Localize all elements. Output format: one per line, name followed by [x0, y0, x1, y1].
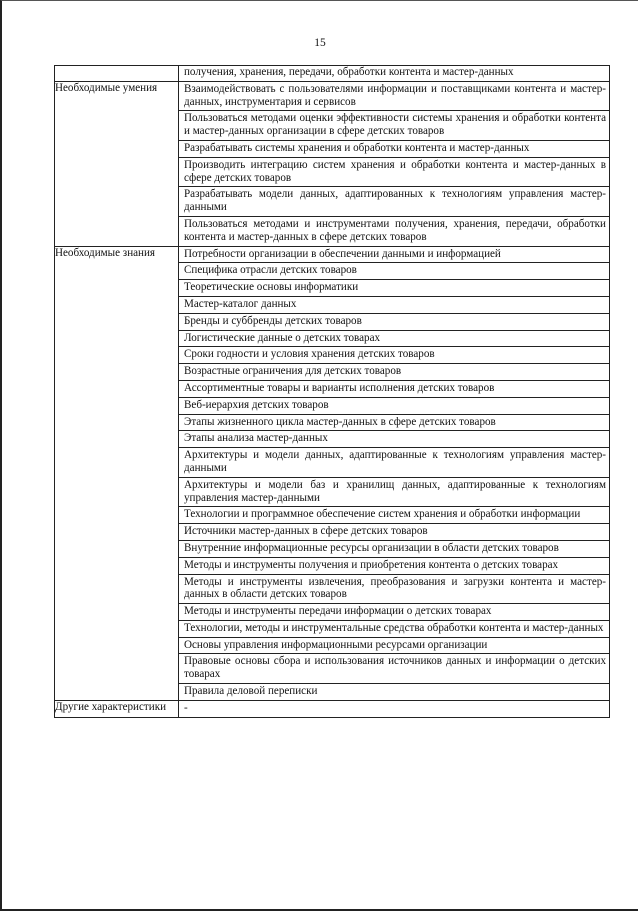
list-item: Методы и инструменты получения и приобретения контента о детских товарах	[179, 558, 609, 575]
row-content	[179, 700, 610, 717]
list-item: Взаимодействовать с пользователями информации и поставщиками контента и мастер-данных, инструментария и сервисов	[179, 82, 609, 112]
list-item: Сроки годности и условия хранения детских товаров	[179, 347, 609, 364]
list-item: Специфика отрасли детских товаров	[179, 263, 609, 280]
list-item: получения, хранения, передачи, обработки контента и мастер-данных	[184, 66, 514, 78]
list-item: Производить интеграцию систем хранения и обработки контента и мастер-данных в сфере детских товаров	[179, 158, 609, 188]
row-label	[55, 66, 179, 82]
row-content	[179, 246, 610, 700]
list-item: Пользоваться методами оценки эффективности системы хранения и обработки контента и мастер-данных организации в сфере детских товаров	[179, 111, 609, 141]
row-content	[179, 81, 610, 246]
list-item: Этапы жизненного цикла мастер-данных в сфере детских товаров	[179, 415, 609, 432]
row-content	[179, 66, 610, 82]
list-item: Основы управления информационными ресурсами организации	[179, 638, 609, 655]
list-item: Технологии и программное обеспечение систем хранения и обработки информации	[179, 507, 609, 524]
list-item: Источники мастер-данных в сфере детских товаров	[179, 524, 609, 541]
list-item: Разрабатывать модели данных, адаптированных к технологиям управления мастер-данными	[179, 187, 609, 217]
list-item: Теоретические основы информатики	[179, 280, 609, 297]
row-label: Необходимые умения	[55, 81, 179, 246]
row-label: Необходимые знания	[55, 246, 179, 700]
requirements-table	[54, 65, 610, 718]
list-item: Правовые основы сбора и использования источников данных и информации о детских товарах	[179, 654, 609, 684]
list-item: Веб-иерархия детских товаров	[179, 398, 609, 415]
page-number: 15	[314, 37, 326, 49]
list-item: Архитектуры и модели данных, адаптированные к технологиям управления мастер-данными	[179, 448, 609, 478]
list-item: Технологии, методы и инструментальные средства обработки контента и мастер-данных	[179, 621, 609, 638]
list-item: Методы и инструменты извлечения, преобразования и загрузки контента и мастер-данных в области детских товаров	[179, 575, 609, 605]
row-label: Другие характеристики	[55, 700, 179, 717]
table-row	[55, 81, 610, 246]
list-item: Методы и инструменты передачи информации о детских товарах	[179, 604, 609, 621]
list-item: Пользоваться методами и инструментами получения, хранения, передачи, обработки контента и мастер-данных в сфере детских товаров	[184, 217, 606, 243]
list-item: Потребности организации в обеспечении данными и информацией	[179, 247, 609, 264]
list-item: Архитектуры и модели баз и хранилищ данных, адаптированные к технологиям управления мастер-данными	[179, 478, 609, 508]
table-row	[55, 66, 610, 82]
list-item: Правила деловой переписки	[184, 685, 318, 698]
list-item: Внутренние информационные ресурсы организации в области детских товаров	[179, 541, 609, 558]
table-row	[55, 700, 610, 717]
list-item: -	[184, 701, 188, 714]
table-row	[55, 246, 610, 700]
list-item: Мастер-каталог данных	[179, 297, 609, 314]
list-item: Этапы анализа мастер-данных	[179, 431, 609, 448]
list-item: Логистические данные о детских товарах	[179, 331, 609, 348]
requirements-table-body	[55, 66, 610, 718]
list-item: Возрастные ограничения для детских товаров	[179, 364, 609, 381]
list-item: Разрабатывать системы хранения и обработки контента и мастер-данных	[179, 141, 609, 158]
list-item: Ассортиментные товары и варианты исполнения детских товаров	[179, 381, 609, 398]
list-item: Бренды и суббренды детских товаров	[179, 314, 609, 331]
